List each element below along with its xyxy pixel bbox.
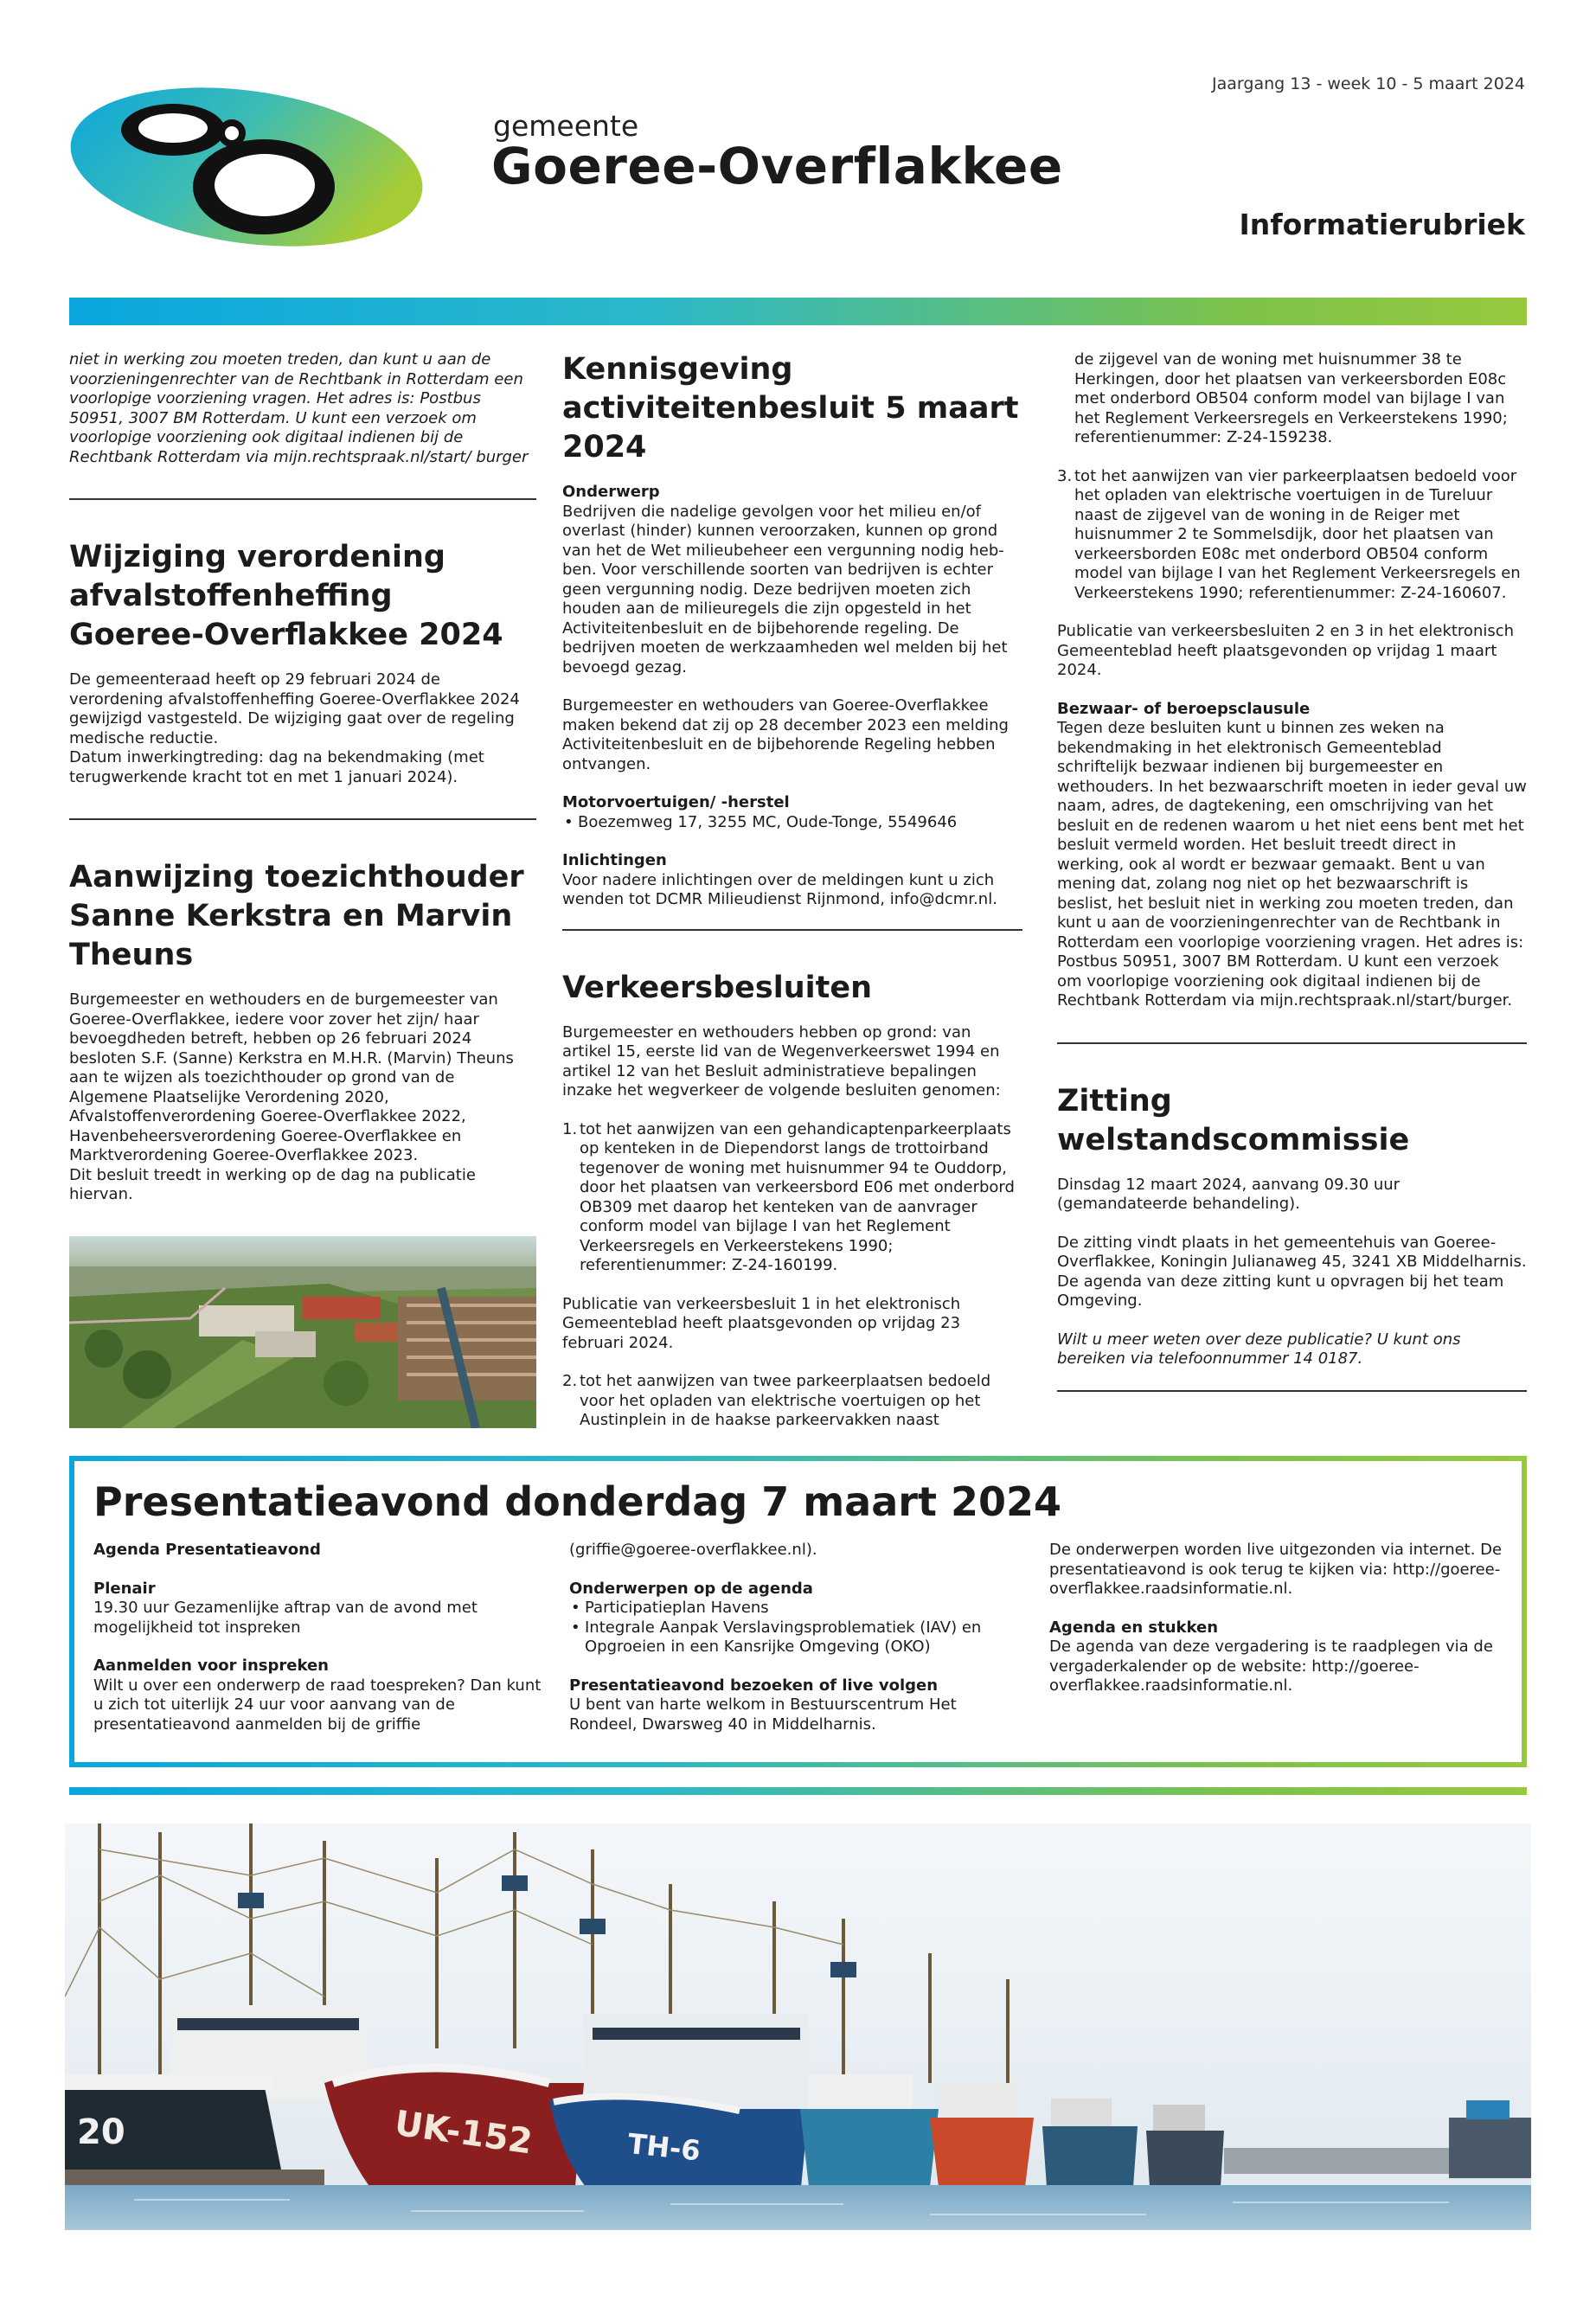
article-title-verkeersbesluiten: Verkeersbesluiten [562,970,872,1005]
presentatie-title: Presentatieavond donderdag 7 maart 2024 [93,1478,1061,1525]
subheading: Onderwerp [562,483,660,501]
divider [69,818,536,820]
header-gradient-bar [69,298,1527,325]
list-item [562,1372,1022,1431]
kennisgeving-onderwerp [562,483,1022,677]
article-effect: Dit besluit treedt in werking op de dag na publicatie hiervan. [69,1165,476,1203]
column-1 [69,350,536,1433]
list-text: tot het aanwijzen van twee parkeerplaatsen bedoeld voor het opladen van elektrische voertuigen op het Austinplein in de haakse parkeervakken naast [580,1372,991,1429]
column-2 [562,350,1022,1450]
municipality-prefix: gemeente [493,109,639,143]
article-text: Publicatie van verkeersbesluit 1 in het elektronisch Gemeenteblad heeft plaatsgevonden op vrijdag 23 februari 2024. [562,1294,961,1352]
contact-note: Wilt u meer weten over deze publicatie? U kunt ons bereiken via telefoonnummer 14 0187. [1057,1330,1461,1368]
besluiten-list [562,1372,1022,1431]
article-text: Tegen deze besluiten kunt u binnen zes weken na bekendmaking in het elektronisch Gemeenteblad schriftelijk bezwaar indienen bij burgemeester en wethouders. In het bezwaarschrift moeten in ieder geval uw naam, adres, de dagtekening, een omschrijving van het besluit en de redenen waarom u het niet eens bent met het besluit vermeld worden. Het besluit treedt direct in werking, ook al wordt er bezwaar gemaakt. Bent u van mening dat, zolang nog niet op het bezwaarschrift is beslist, het besluit niet in werking zou moeten treden, dan kunt u aan de voorzieningenrechter van de Rechtbank in Rotterdam een voorlopige voorziening vragen. Het adres is: Postbus 50951, 3007 BM Rotterdam. U kunt een verzoek om voorlopige voorziening ook digitaal indienen bij de Rechtbank Rotterdam via mijn.rechtspraak.nl/start/burger. [1057,719,1527,1009]
municipality-logo [69,76,450,249]
list-number: 2. [562,1372,578,1390]
article-text: Burgemeester en wethouders en de burgemeester van Goeree-Overflakkee, iedere voor zover het zijn/ haar bevoegdheden betreft, hebben op 26 februari 2024 besloten S.F. (Sanne) Kerkstra en M.H.R. (Marvin) Theuns aan te wijzen als toezichthouder op grond van de Algemene Plaatselijke Verordening 2020, Afvalstoffenverordening Goeree-Overflakkee 2022, Havenbeheersverordening Goeree-Overflakkee en Marktverordening Goeree-Overflakkee 2023. [69,990,514,1164]
subheading: Onderwerpen op de agenda [569,1579,813,1598]
boat-number-th6: TH-6 [625,2126,702,2168]
article-title-afvalstoffenheffing: Wijziging verordening afvalstoffenheffing Goeree-Overflakkee 2024 [69,540,503,652]
list-text: tot het aanwijzen van vier parkeerplaatsen bedoeld voor het opladen van elektrische voertuigen in de Tureluur naast de zijgevel van de woning in de Reiger met huisnummer 2 te Sommelsdijk, door het plaatsen van verkeersborden E08c met onderbord OB504 conform model van bijlage I van het Reglement Verkeersregels en Verkeerstekens 1990; referentienummer: Z-24-160607. [1074,466,1521,602]
article-date: Datum inwerkingtreding: dag na bekendmaking (met terugwerkende kracht tot en met 1 januari 2024). [69,748,484,786]
list-number: 3. [1057,466,1073,485]
griffie-email: (griffie@goeree-overflakkee.nl). [569,1541,817,1559]
article-text: Dinsdag 12 maart 2024, aanvang 09.30 uur (gemandateerde behandeling). [1057,1175,1401,1213]
boat-number-uk152: UK-152 [392,2103,535,2163]
list-item: • Participatieplan Havens [569,1599,1019,1618]
plenair-text: 19.30 uur Gezamenlijke aftrap van de avond met mogelijkheid tot inspreken [93,1599,478,1637]
plenair-block [93,1580,543,1638]
article-text: Bedrijven die nadelige gevolgen voor het milieu en/of overlast (hinder) kunnen veroorzaken, kunnen op grond van het de Wet milieubeheer een vergunning nodig heb-ben. Voor verschillende soorten van bedrijven is echter geen vergunning nodig. Deze bedrijven moeten zich houden aan de milieuregels die zijn opgesteld in het Activiteitenbesluit en de bijbehorende regeling. De bedrijven moeten de werkzaamheden wel melden bij het bevoegd gezag. [562,502,1008,676]
presentatie-box [69,1456,1527,1767]
presentatie-column-2 [569,1541,1019,1753]
article-text: Publicatie van verkeersbesluiten 2 en 3 in het elektronisch Gemeenteblad heeft plaatsgevonden op vrijdag 1 maart 2024. [1057,622,1515,679]
divider [1057,1390,1527,1392]
list-item: • Boezemweg 17, 3255 MC, Oude-Tonge, 5549646 [562,813,1022,833]
stukken-text: De agenda van deze vergadering is te raadplegen via de vergaderkalender op de website: http://goeree-overflakkee.raadsinformatie.nl. [1049,1638,1493,1695]
onderwerpen-list [569,1599,1019,1657]
subheading: Plenair [93,1579,156,1598]
harbor-fishing-boats-photo [65,1823,1531,2230]
article-body-afvalstoffenheffing [69,670,536,787]
onderwerpen-block [569,1580,1019,1657]
list-item [1057,467,1527,604]
presentatie-column-3 [1049,1541,1508,1715]
footer-gradient-bar [69,1787,1527,1795]
stukken-block [1049,1618,1508,1696]
list-number: 1. [562,1119,578,1138]
list-item: • Integrale Aanpak Verslavingsproblematiek (IAV) en Opgroeien in een Kansrijke Omgeving (OKO) [569,1618,1019,1657]
subheading: Presentatieavond bezoeken of live volgen [569,1676,939,1695]
subheading: Aanmelden voor inspreken [93,1657,329,1675]
bezoeken-block [569,1676,1019,1735]
divider [562,929,1022,931]
column-3 [1057,350,1527,1430]
besluiten-list [1057,467,1527,604]
article-title-toezichthouder: Aanwijzing toezichthouder Sanne Kerkstra en Marvin Theuns [69,860,524,972]
intro-text: niet in werking zou moeten treden, dan kunt u aan de voorzieningenrechter van de Rechtbank in Rotterdam een voorlopige voorziening vragen. Het adres is: Postbus 50951, 3007 BM Rotterdam. U kunt een verzoek om voorlopige voorziening ook digitaal indienen bij de Rechtbank Rotterdam via mijn.rechtspraak.nl/start/ burger [69,350,529,466]
subheading: Agenda Presentatieavond [93,1541,321,1559]
aanmelden-block [93,1657,543,1734]
live-text: De onderwerpen worden live uitgezonden via internet. De presentatieavond is ook terug te kijken via: http://goeree-overflakkee.raadsinformatie.nl. [1049,1541,1503,1598]
article-text: Burgemeester en wethouders hebben op grond: van artikel 15, eerste lid van de Wegenverkeerswet 1994 en artikel 12 van het Besluit administratieve bepalingen inzake het wegverkeer de volgende besluiten genomen: [562,1022,1001,1099]
kennisgeving-motorvoertuigen [562,793,1022,832]
presentatie-column-1 [93,1541,543,1753]
section-title: Informatierubriek [1239,208,1525,241]
aanmelden-text: Wilt u over een onderwerp de raad toespreken? Dan kunt u zich tot uiterlijk 24 uur voor aanvang van de presentatieavond aanmelden bij de griffie [93,1676,542,1734]
article-text: Burgemeester en wethouders van Goeree-Overflakkee maken bekend dat zij op 28 december 2023 een melding Activiteitenbesluit en de bijbehorende Regeling hebben ontvangen. [562,696,1009,773]
list-item [562,1120,1022,1276]
municipality-name: Goeree-Overflakkee [491,137,1063,195]
list-text: tot het aanwijzen van een gehandicaptenparkeerplaats op kenteken in de Diependorst langs de trottoirband tegenover de woning met huisnummer 94 te Ouddorp, door het plaatsen van verkeersbord E06 met onderbord OB309 met daarop het kenteken van de aanvrager conform model van bijlage I van het Reglement Verkeersregels en Verkeerstekens 1990; referentienummer: Z-24-160199. [580,1119,1015,1274]
besluiten-list [562,1120,1022,1276]
bezwaarclausule [1057,700,1527,1011]
article-title-kennisgeving: Kennisgeving activiteitenbesluit 5 maart 2024 [562,352,1019,465]
article-text: De zitting vindt plaats in het gemeentehuis van Goeree-Overflakkee, Koningin Julianaweg 45, 3241 XB Middelharnis. De agenda van deze zitting kunt u opvragen bij het team Omgeving. [1057,1233,1527,1310]
divider [1057,1042,1527,1044]
article-body-toezichthouder [69,990,536,1205]
subheading: Inlichtingen [562,851,667,869]
divider [69,498,536,500]
article-text: Voor nadere inlichtingen over de meldingen kunt u zich wenden tot DCMR Milieudienst Rijnmond, info@dcmr.nl. [562,870,997,908]
bezoeken-text: U bent van harte welkom in Bestuurscentrum Het Rondeel, Dwarsweg 40 in Middelharnis. [569,1695,957,1734]
article-title-welstandscommissie: Zitting welstandscommissie [1057,1083,1410,1157]
kennisgeving-inlichtingen [562,851,1022,910]
presentatie-box-inner [74,1461,1522,1762]
subheading: Motorvoertuigen/ -herstel [562,793,790,811]
address-list [562,813,1022,833]
boat-number-20: 20 [77,2112,125,2152]
article-text: De gemeenteraad heeft op 29 februari 2024 de verordening afvalstoffenheffing Goeree-Overflakkee 2024 gewijzigd vastgesteld. De wijziging gaat over de regeling medische reductie. [69,670,520,747]
subheading: Bezwaar- of beroepsclausule [1057,699,1311,718]
issue-info: Jaargang 13 - week 10 - 5 maart 2024 [1212,74,1525,93]
list-text-continued: de zijgevel van de woning met huisnummer 38 te Herkingen, door het plaatsen van verkeersborden E08c met onderbord OB504 conform model van bijlage I van het Reglement Verkeersregels en Verkeerstekens 1990; referentienummer: Z-24-159238. [1074,350,1508,446]
aerial-town-photo [69,1236,536,1428]
subheading: Agenda en stukken [1049,1618,1219,1637]
